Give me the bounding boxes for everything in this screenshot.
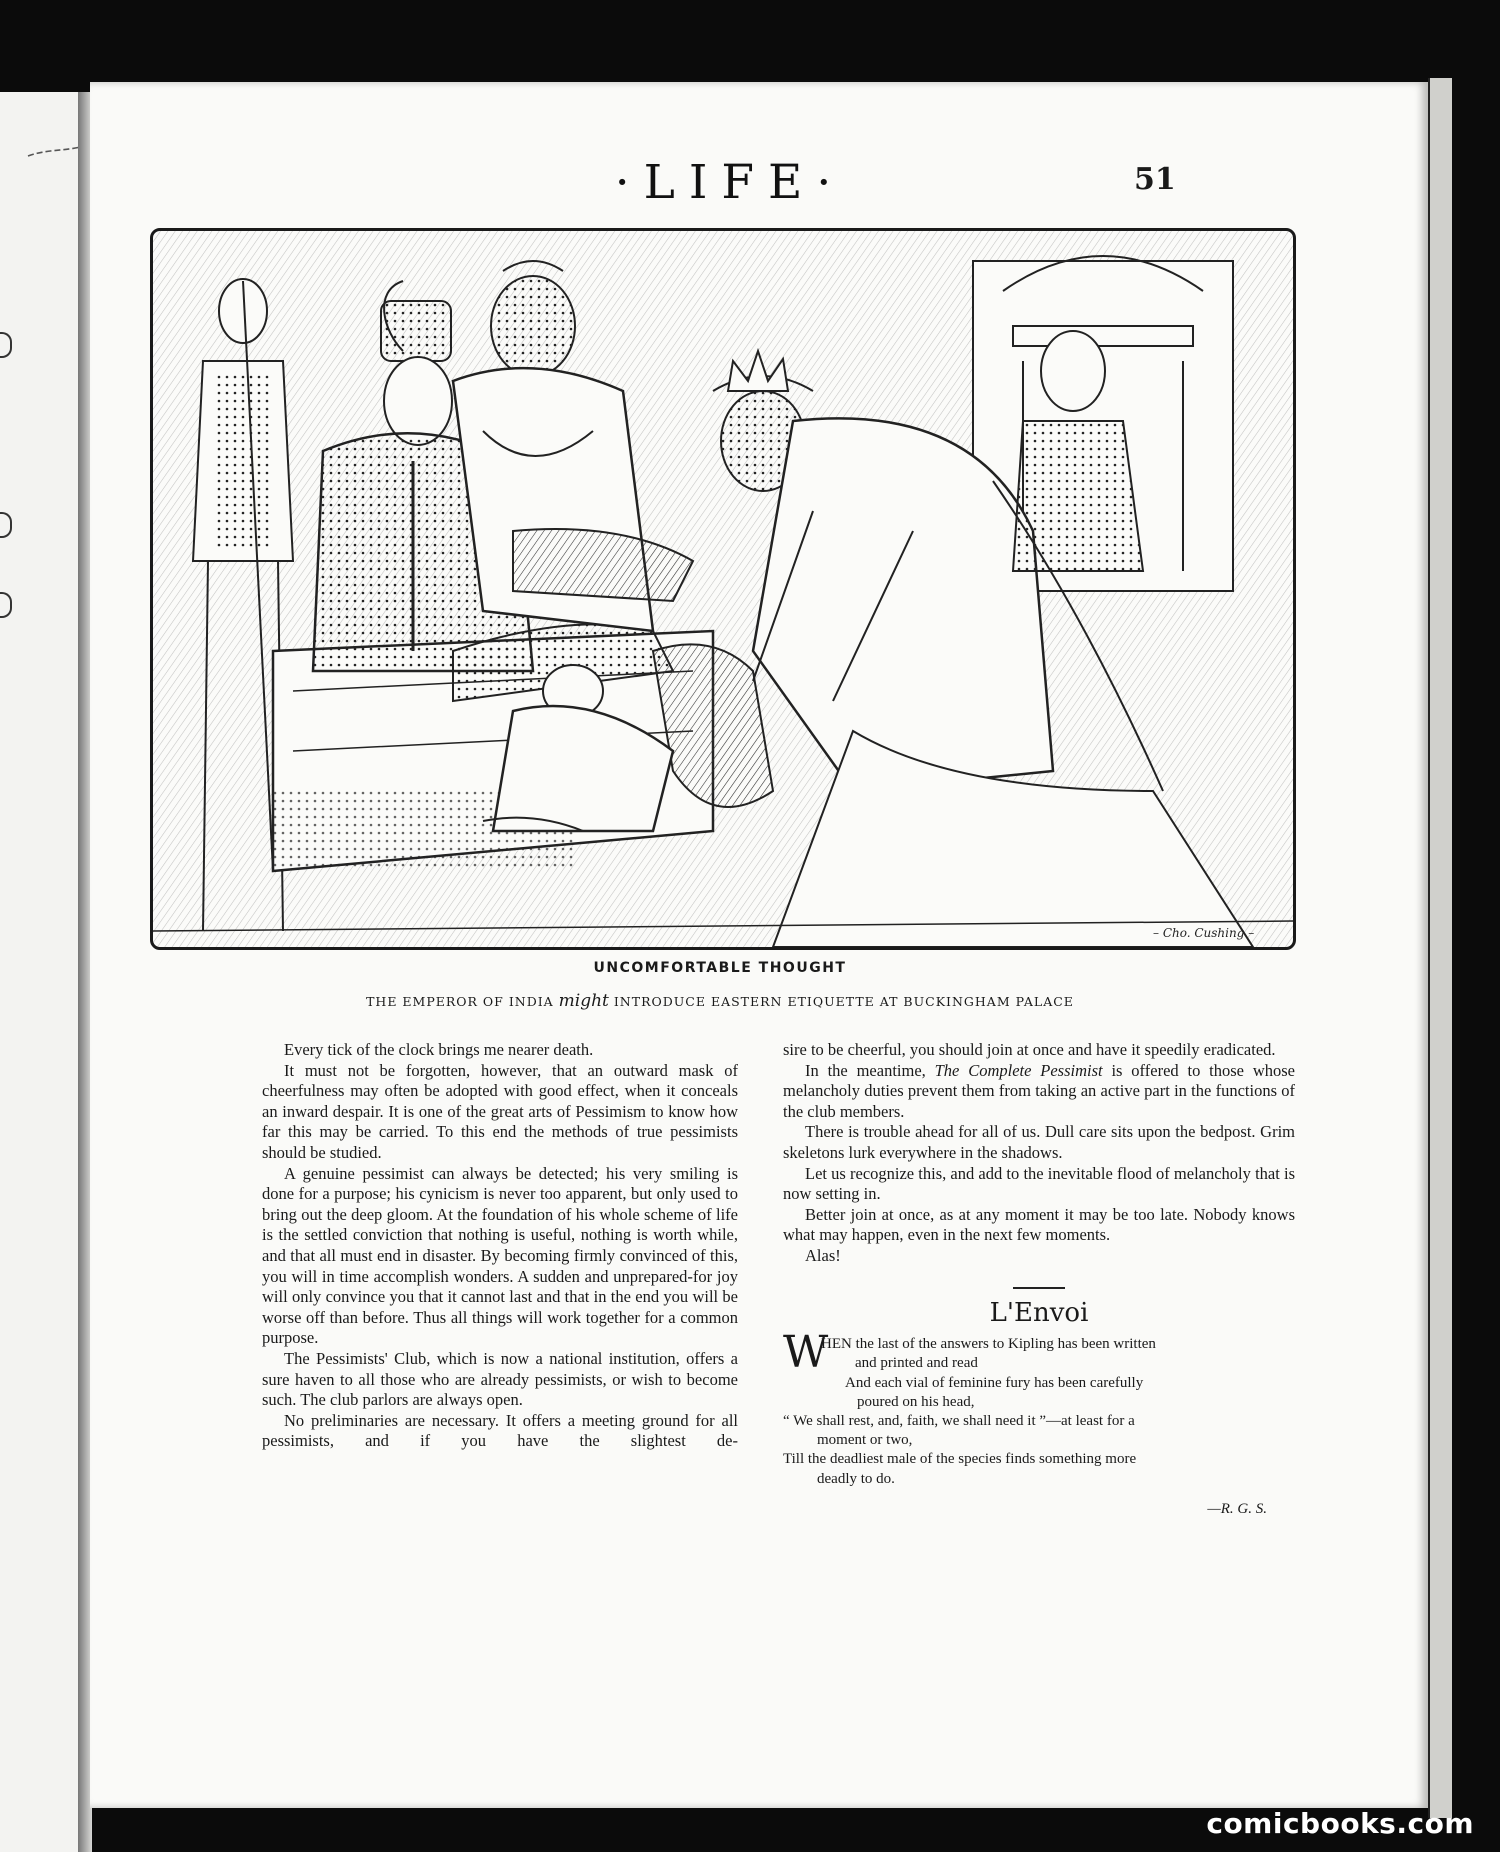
article-paragraph: Better join at once, as at any moment it may be too late. Nobody knows what may happen, even in the next few moments. bbox=[783, 1204, 1295, 1245]
poem-line: deadly to do. bbox=[817, 1470, 895, 1487]
article-left-column bbox=[262, 1040, 738, 1452]
paragraph-text: In the meantime, bbox=[805, 1060, 935, 1080]
drop-cap: W bbox=[783, 1327, 829, 1379]
cartoon-illustration bbox=[150, 228, 1296, 950]
poem-line: and printed and read bbox=[855, 1355, 978, 1372]
illustration-caption-subtitle bbox=[150, 991, 1290, 1011]
poem-line-text: HEN the last of the answers to Kipling has been written bbox=[821, 1336, 1156, 1353]
article-right-column bbox=[783, 1040, 1295, 1519]
artist-signature: – Cho. Cushing – bbox=[1153, 926, 1255, 940]
page-number: 51 bbox=[1134, 162, 1176, 197]
cartoon-drawing bbox=[153, 231, 1293, 947]
left-page-mark bbox=[0, 592, 12, 618]
poem-title: L'Envoi bbox=[989, 1297, 1089, 1328]
article-paragraph: A genuine pessimist can always be detected; his very smiling is done for a purpose; his cynicism is never too apparent, but only used to bring out the deep gloom. At the foundation of his whole scheme of life is the settled conviction that nothing is useful, nothing is worth while, and that all must end in disaster. By becoming firmly convinced of this, you will in time accomplish wonders. A sudden and unprepared-for joy will only convince you that it cannot last and that in the end you will be worse off than before. Thus all things will work together for a common purpose. bbox=[262, 1163, 738, 1348]
poem-line: poured on his head, bbox=[857, 1393, 975, 1410]
book-title: The Complete Pessimist bbox=[934, 1060, 1103, 1080]
site-watermark: comicbooks.com bbox=[1206, 1807, 1474, 1840]
caption-text-after: INTRODUCE EASTERN ETIQUETTE AT BUCKINGHAM PALACE bbox=[608, 994, 1074, 1009]
section-divider bbox=[1013, 1287, 1065, 1289]
article-paragraph: Alas! bbox=[805, 1245, 841, 1265]
paragraph-text: is offered to those whose melancholy duties prevent them from taking an active part in the functions of the club members. bbox=[783, 1060, 1295, 1121]
left-page-mark bbox=[0, 332, 12, 358]
illustration-caption-title: UNCOMFORTABLE THOUGHT bbox=[593, 960, 847, 976]
poem-line: And each vial of feminine fury has been carefully bbox=[845, 1374, 1144, 1391]
article-paragraph: The Pessimists' Club, which is now a national institution, offers a sure haven to all those who are already pessimists, or wish to become such. The club parlors are always open. bbox=[262, 1348, 738, 1410]
poem-line: moment or two, bbox=[817, 1432, 913, 1449]
poem-line: Till the deadliest male of the species finds something more bbox=[783, 1451, 1137, 1468]
masthead-title: ·LIFE· bbox=[614, 155, 846, 210]
caption-emphasis: might bbox=[558, 991, 609, 1011]
poem-verse bbox=[783, 1327, 1295, 1489]
article-paragraph: Let us recognize this, and add to the inevitable flood of melancholy that is now setting in. bbox=[783, 1163, 1295, 1204]
article-paragraph-continued: sire to be cheerful, you should join at once and have it speedily eradicated. bbox=[783, 1040, 1276, 1059]
right-page-edge bbox=[1428, 78, 1452, 1818]
article-paragraph: It must not be forgotten, however, that an outward mask of cheerfulness may often be adopted with good effect, when it conceals an inward despair. It is one of the great arts of Pessimism to know how far this may be carried. To this end the methods of true pessimists should be studied. bbox=[262, 1060, 738, 1162]
left-page-mark bbox=[0, 512, 12, 538]
article-paragraph: Every tick of the clock brings me nearer death. bbox=[284, 1040, 594, 1059]
left-page-edge bbox=[0, 92, 80, 1852]
poem-line: “ We shall rest, and, faith, we shall need it ”—at least for a bbox=[783, 1412, 1135, 1429]
article-paragraph: There is trouble ahead for all of us. Dull care sits upon the bedpost. Grim skeletons lurk everywhere in the shadows. bbox=[783, 1122, 1295, 1162]
caption-text-before: THE EMPEROR OF INDIA bbox=[366, 994, 559, 1009]
article-paragraph: No preliminaries are necessary. It offers a meeting ground for all pessimists, and if you have the slightest de- bbox=[262, 1410, 738, 1451]
article-paragraph bbox=[783, 1061, 1295, 1123]
poem-signature: —R. G. S. bbox=[1207, 1500, 1267, 1517]
